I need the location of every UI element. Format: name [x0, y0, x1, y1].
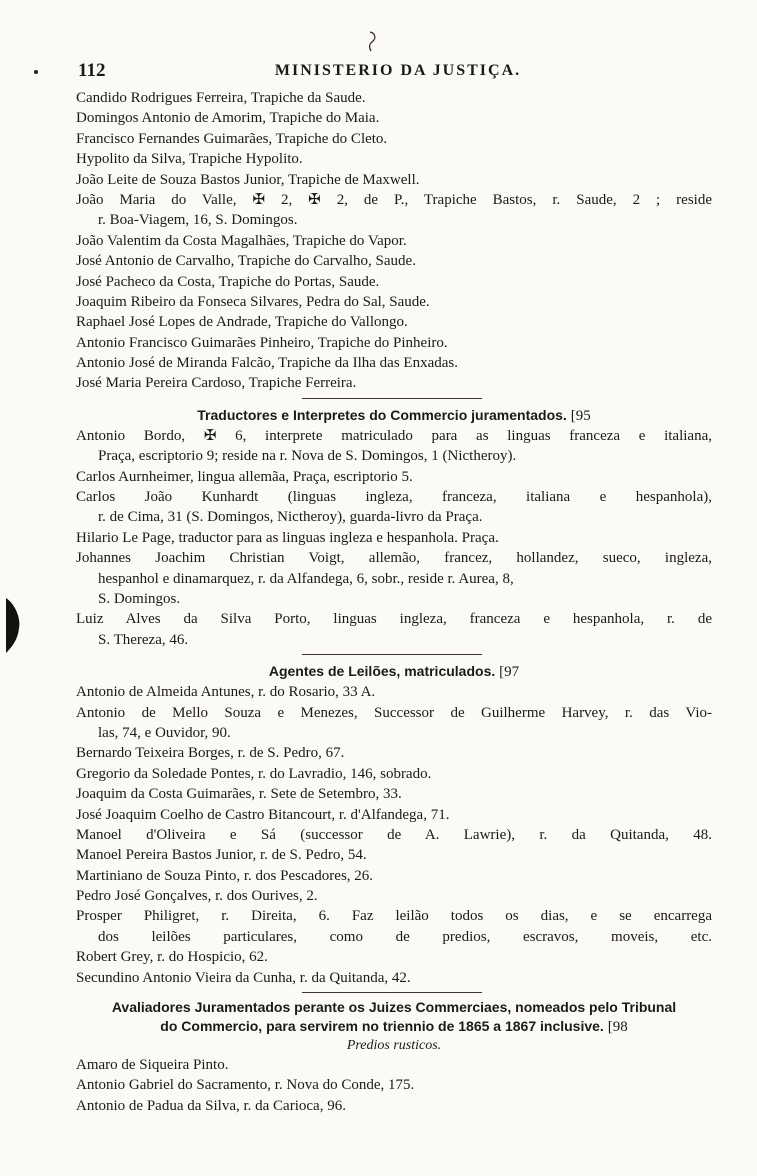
list-item: Pedro José Gonçalves, r. dos Ourives, 2.: [76, 888, 318, 905]
running-title: MINISTERIO DA JUSTIÇA.: [274, 62, 522, 79]
section-title: Agentes de Leilões, matriculados.: [268, 663, 496, 680]
list-item: João Maria do Valle, ✠ 2, ✠ 2, de P., Trapiche Bastos, r. Saude, 2 ; reside: [76, 191, 712, 208]
trapiche-list: [76, 88, 712, 394]
section-heading-auction-agents: [76, 660, 712, 682]
list-item-continuation: S. Domingos.: [98, 590, 181, 607]
list-item: Hypolito da Silva, Trapiche Hypolito.: [76, 151, 303, 168]
list-item-continuation: r. de Cima, 31 (S. Domingos, Nictheroy), guarda-livro da Praça.: [98, 509, 483, 526]
list-item: José Maria Pereira Cardoso, Trapiche Ferreira.: [76, 375, 357, 392]
ink-mark-icon: [365, 30, 379, 52]
list-item: Luiz Alves da Silva Porto, linguas ingleza, franceza e hespanhola, r. de: [76, 611, 712, 628]
margin-dot: [34, 70, 38, 74]
list-item: João Leite de Souza Bastos Junior, Trapiche de Maxwell.: [76, 171, 420, 188]
list-item-continuation: hespanhol e dinamarquez, r. da Alfandega, 6, sobr., reside r. Aurea, 8,: [98, 570, 514, 587]
list-item: Antonio de Padua da Silva, r. da Carioca, 96.: [76, 1097, 346, 1114]
list-item: Bernardo Teixeira Borges, r. de S. Pedro, 67.: [76, 745, 345, 762]
section-title: Traductores e Interpretes do Commercio juramentados.: [197, 406, 567, 423]
page-header: [78, 60, 718, 84]
page-number: 112: [78, 60, 106, 81]
list-item-continuation: r. Boa-Viagem, 16, S. Domingos.: [98, 212, 298, 229]
list-item: Carlos Aurnheimer, lingua allemãa, Praça, escriptorio 5.: [76, 468, 413, 485]
list-item: João Valentim da Costa Magalhães, Trapiche do Vapor.: [76, 232, 407, 249]
section-subtitle: Predios rusticos.: [346, 1038, 442, 1054]
list-item: José Joaquim Coelho de Castro Bitancourt, r. d'Alfandega, 71.: [76, 806, 450, 823]
binding-stain-icon: [6, 596, 22, 654]
list-item: Carlos João Kunhardt (linguas ingleza, franceza, italiana e hespanhola),: [76, 489, 712, 506]
section-number: [95: [570, 407, 591, 424]
section-title-line: [76, 1017, 712, 1036]
list-item: Domingos Antonio de Amorim, Trapiche do Maia.: [76, 110, 380, 127]
auction-agents-list: [76, 682, 712, 988]
appraisers-list: [76, 1055, 712, 1116]
list-item: Candido Rodrigues Ferreira, Trapiche da Saude.: [76, 90, 366, 106]
translators-list: [76, 426, 712, 650]
list-item: Antonio José de Miranda Falcão, Trapiche da Ilha das Enxadas.: [76, 355, 458, 372]
section-number: [97: [499, 664, 520, 681]
section-heading-translators: [76, 404, 712, 426]
list-item: Francisco Fernandes Guimarães, Trapiche do Cleto.: [76, 130, 388, 147]
list-item: Manoel d'Oliveira e Sá (successor de A. Lawrie), r. da Quitanda, 48.: [76, 826, 712, 843]
list-item: Antonio de Almeida Antunes, r. do Rosario, 33 A.: [76, 684, 376, 701]
list-item: Antonio de Mello Souza e Menezes, Successor de Guilherme Harvey, r. das Vio-: [76, 704, 712, 721]
list-item: José Antonio de Carvalho, Trapiche do Carvalho, Saude.: [76, 253, 416, 270]
list-item-continuation: las, 74, e Ouvidor, 90.: [98, 724, 231, 741]
list-item: Joaquim da Costa Guimarães, r. Sete de Setembro, 33.: [76, 786, 402, 803]
list-item: Gregorio da Soledade Pontes, r. do Lavradio, 146, sobrado.: [76, 765, 432, 782]
section-divider: [76, 394, 712, 404]
list-item: Martiniano de Souza Pinto, r. dos Pescadores, 26.: [76, 867, 374, 884]
list-item: Antonio Bordo, ✠ 6, interprete matriculado para as linguas franceza e italiana,: [76, 427, 712, 444]
list-item: Joaquim Ribeiro da Fonseca Silvares, Pedra do Sal, Saude.: [76, 293, 430, 310]
list-item-continuation: dos leilões particulares, como de predios, escravos, moveis, etc.: [98, 928, 712, 945]
list-item: Prosper Philigret, r. Direita, 6. Faz leilão todos os dias, e se encarrega: [76, 908, 712, 925]
section-number: [98: [607, 1019, 628, 1036]
section-title-line: Avaliadores Juramentados perante os Juizes Commerciaes, nomeados pelo Tribunal: [111, 999, 677, 1016]
list-item: Antonio Gabriel do Sacramento, r. Nova do Conde, 175.: [76, 1077, 415, 1094]
list-item: Hilario Le Page, traductor para as linguas ingleza e hespanhola. Praça.: [76, 529, 499, 546]
list-item: Robert Grey, r. do Hospicio, 62.: [76, 949, 268, 966]
list-item-continuation: Praça, escriptorio 9; reside na r. Nova de S. Domingos, 1 (Nictheroy).: [98, 448, 517, 465]
section-divider: [76, 988, 712, 998]
list-item: Amaro de Siqueira Pinto.: [76, 1057, 229, 1074]
list-item: Manoel Pereira Bastos Junior, r. de S. Pedro, 54.: [76, 847, 367, 864]
list-item: Antonio Francisco Guimarães Pinheiro, Trapiche do Pinheiro.: [76, 334, 448, 351]
list-item: Johannes Joachim Christian Voigt, allemão, francez, hollandez, sueco, ingleza,: [76, 550, 712, 567]
page-body: [76, 88, 712, 1116]
list-item: Secundino Antonio Vieira da Cunha, r. da Quitanda, 42.: [76, 969, 411, 986]
list-item: José Pacheco da Costa, Trapiche do Portas, Saude.: [76, 273, 380, 290]
list-item-continuation: S. Thereza, 46.: [98, 631, 189, 648]
section-heading-appraisers: [76, 998, 712, 1055]
section-title: do Commercio, para servirem no triennio de 1865 a 1867 inclusive.: [160, 1018, 604, 1035]
list-item: Raphael José Lopes de Andrade, Trapiche do Vallongo.: [76, 314, 408, 331]
section-divider: [76, 650, 712, 660]
